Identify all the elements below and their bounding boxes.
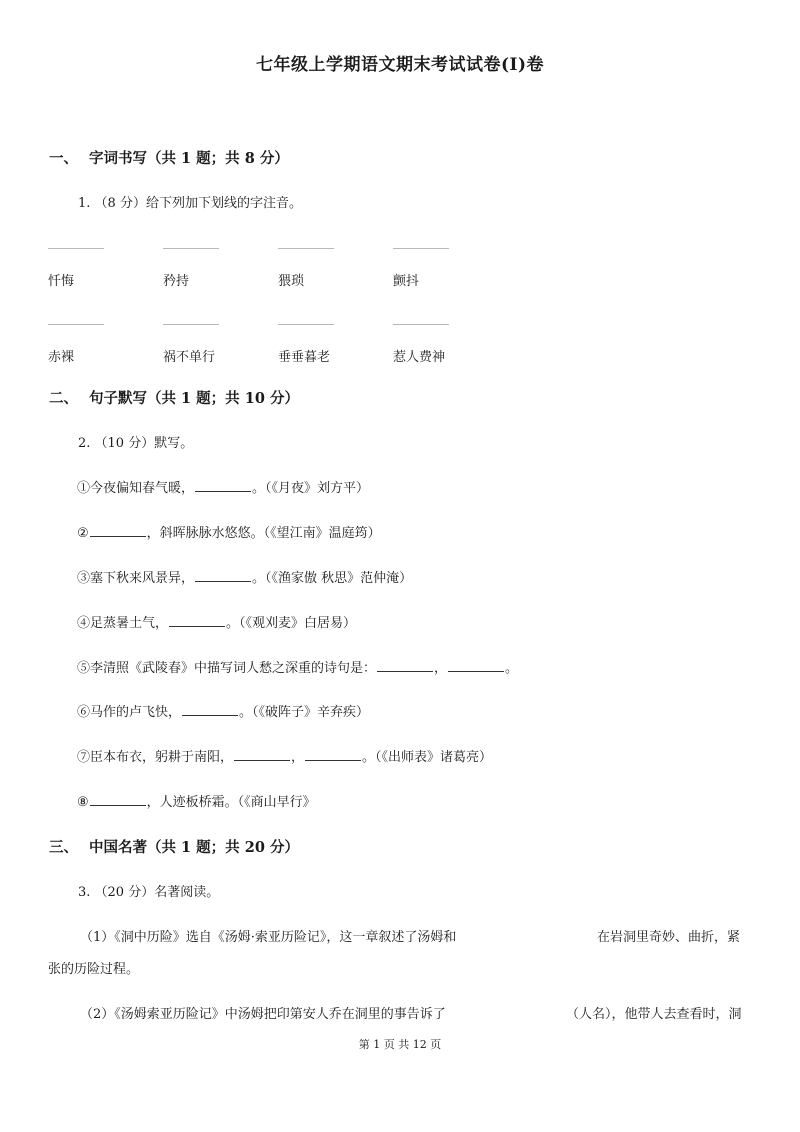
item-text: ⑤李清照《武陵春》中描写词人愁之深重的诗句是： bbox=[77, 661, 377, 676]
page-footer: 第 1 页 共 12 页 bbox=[358, 1038, 442, 1051]
word: 祸不单行 bbox=[163, 350, 216, 365]
word: 忏悔 bbox=[48, 274, 75, 289]
item-text: ③塞下秋来风景异， bbox=[77, 571, 195, 586]
section-heading-2 bbox=[49, 387, 299, 408]
answer-blank[interactable] bbox=[195, 480, 251, 492]
section-title: 中国名著（共 1 题；共 20 分） bbox=[89, 839, 299, 856]
paragraph-1-part-a: （1）《洞中历险》选自《汤姆·索亚历险记》，这一章叙述了汤姆和 bbox=[80, 930, 457, 945]
answer-blank[interactable] bbox=[278, 248, 334, 249]
word: 猥琐 bbox=[278, 274, 305, 289]
item-source: 。（《观刈麦》白居易） bbox=[226, 616, 357, 631]
word: 矜持 bbox=[163, 274, 190, 289]
item-source: 。（《出师表》诸葛亮） bbox=[362, 750, 493, 765]
dictation-item-5 bbox=[77, 657, 518, 676]
item-text: ①今夜偏知春气暖， bbox=[77, 481, 195, 496]
section-title: 字词书写（共 1 题；共 8 分） bbox=[89, 150, 289, 167]
word: 赤裸 bbox=[48, 350, 75, 365]
answer-blank[interactable] bbox=[278, 324, 334, 325]
dictation-item-8 bbox=[77, 791, 316, 810]
item-text: ② bbox=[77, 526, 89, 541]
answer-blank[interactable] bbox=[48, 324, 104, 325]
section-number: 一、 bbox=[49, 150, 78, 167]
section-number: 二、 bbox=[49, 390, 78, 407]
answer-blank[interactable] bbox=[169, 615, 225, 627]
answer-blank[interactable] bbox=[448, 660, 504, 672]
section-heading-1 bbox=[49, 147, 289, 168]
dictation-item-4 bbox=[77, 612, 356, 631]
paragraph-1-part-c: 张的历险过程。 bbox=[48, 962, 140, 977]
dictation-item-1 bbox=[77, 477, 369, 496]
paragraph-1-part-b: 在岩洞里奇妙、曲折，紧 bbox=[597, 930, 741, 945]
answer-blank[interactable] bbox=[393, 248, 449, 249]
dictation-item-7 bbox=[77, 746, 492, 765]
answer-blank[interactable] bbox=[182, 704, 238, 716]
answer-blank[interactable] bbox=[305, 749, 361, 761]
paragraph-2-part-b: （人名），他带人去查看时，洞 bbox=[566, 1007, 742, 1022]
word: 颤抖 bbox=[393, 274, 420, 289]
answer-blank[interactable] bbox=[393, 324, 449, 325]
paragraph-2-part-a: （2）《汤姆索亚历险记》中汤姆把印第安人乔在洞里的事告诉了 bbox=[80, 1007, 446, 1022]
item-source: 。 bbox=[505, 661, 519, 676]
document-title: 七年级上学期语文期末考试试卷(I)卷 bbox=[255, 55, 545, 75]
item-source: 。（《破阵子》辛弃疾） bbox=[239, 705, 370, 720]
item-source: ，斜晖脉脉水悠悠。（《望江南》温庭筠） bbox=[146, 526, 381, 541]
item-text: ⑦臣本布衣，躬耕于南阳， bbox=[77, 750, 234, 765]
word: 垂垂暮老 bbox=[278, 350, 331, 365]
answer-blank[interactable] bbox=[90, 525, 146, 537]
answer-blank[interactable] bbox=[195, 570, 251, 582]
answer-blank[interactable] bbox=[48, 248, 104, 249]
item-separator: ， bbox=[434, 661, 448, 676]
item-text: ⑧ bbox=[77, 795, 89, 810]
dictation-item-2 bbox=[77, 522, 381, 541]
answer-blank[interactable] bbox=[163, 248, 219, 249]
item-text: ⑥马作的卢飞快， bbox=[77, 705, 182, 720]
dictation-item-3 bbox=[77, 567, 412, 586]
answer-blank[interactable] bbox=[377, 660, 433, 672]
section-heading-3 bbox=[49, 836, 299, 857]
section-number: 三、 bbox=[49, 839, 78, 856]
section-title: 句子默写（共 1 题；共 10 分） bbox=[89, 390, 299, 407]
answer-blank[interactable] bbox=[234, 749, 290, 761]
question-stem-2: 2. （10 分）默写。 bbox=[78, 436, 194, 451]
question-stem-3: 3. （20 分）名著阅读。 bbox=[78, 885, 220, 900]
item-text: ④足蒸暑土气， bbox=[77, 616, 169, 631]
question-stem-1: 1. （8 分）给下列加下划线的字注音。 bbox=[78, 196, 302, 211]
item-source: 。（《月夜》刘方平） bbox=[252, 481, 370, 496]
answer-blank[interactable] bbox=[90, 794, 146, 806]
answer-blank[interactable] bbox=[163, 324, 219, 325]
item-source: ，人迹板桥霜。（《商山早行》 bbox=[146, 795, 316, 810]
item-separator: ， bbox=[291, 750, 305, 765]
word: 惹人费神 bbox=[393, 350, 446, 365]
dictation-item-6 bbox=[77, 701, 369, 720]
item-source: 。（《渔家傲 秋思》范仲淹） bbox=[252, 571, 413, 586]
